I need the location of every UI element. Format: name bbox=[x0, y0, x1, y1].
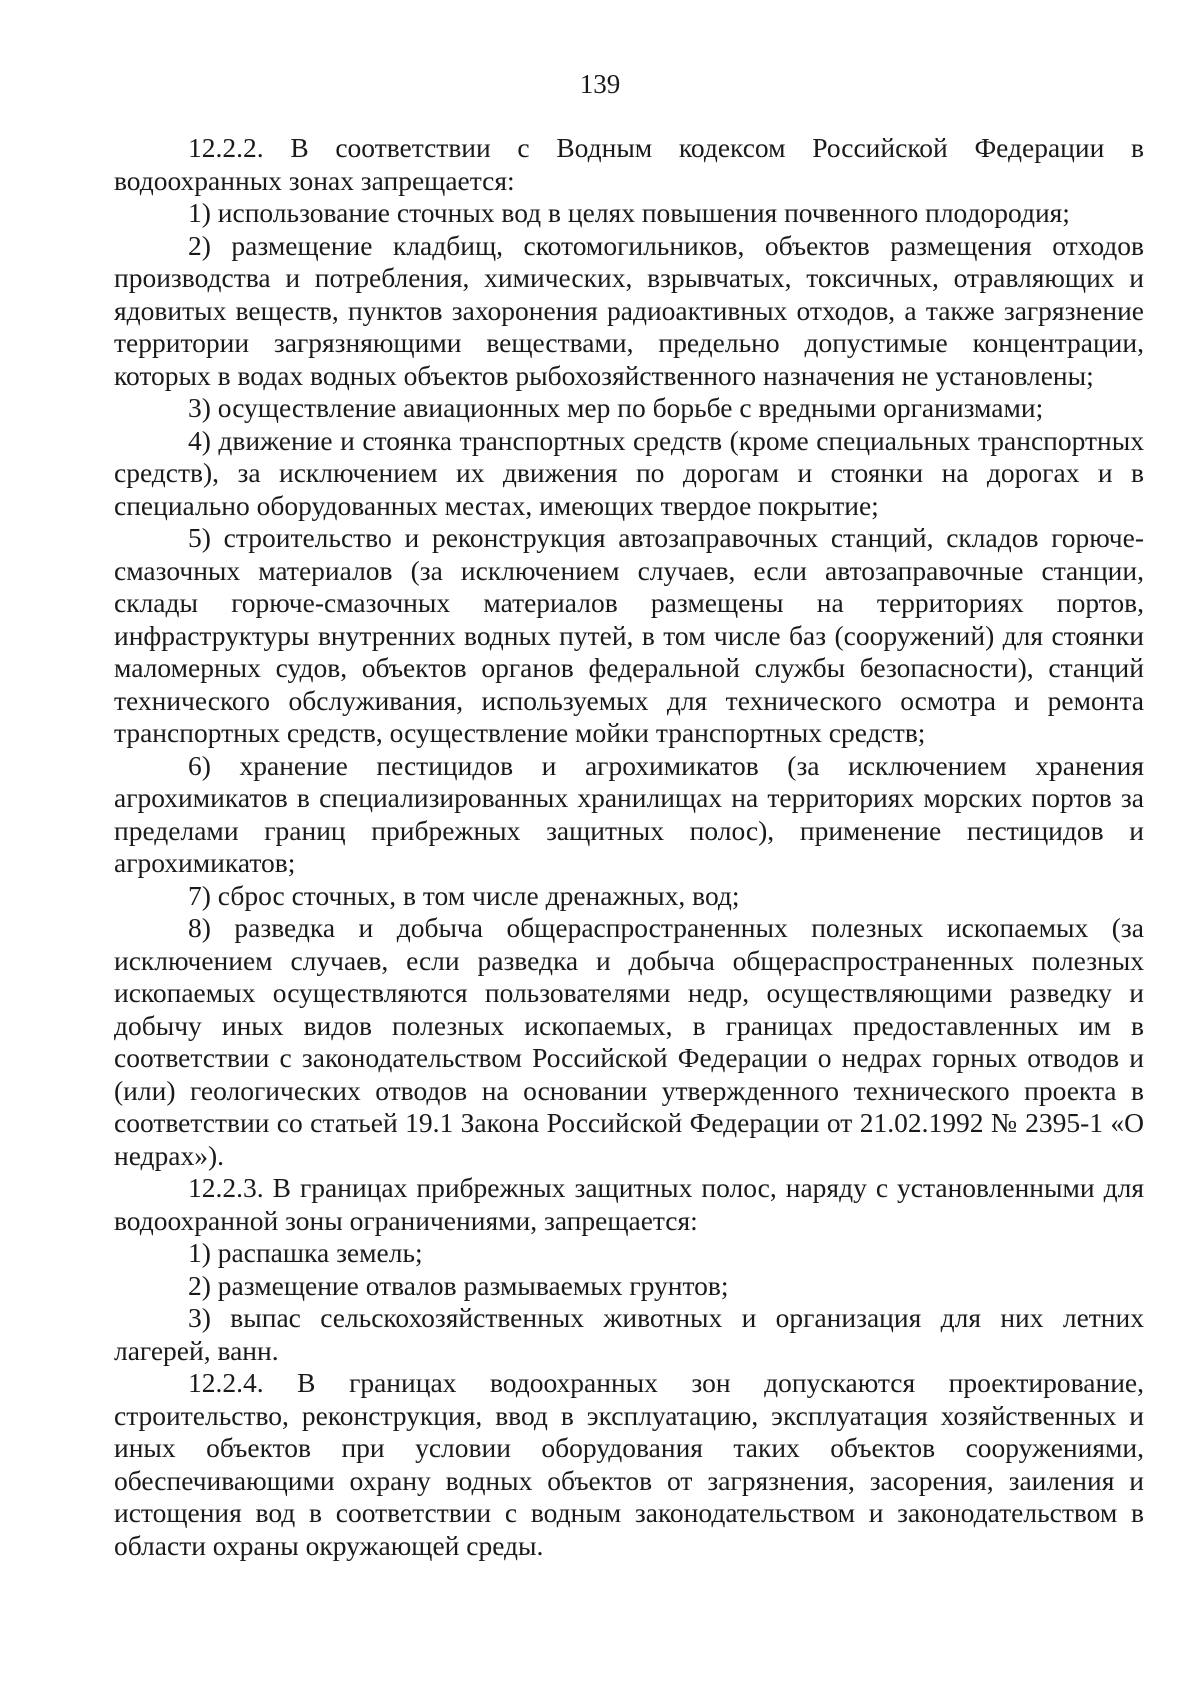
list-item: 2) размещение кладбищ, скотомогильников, объектов размещения отходов производства и потребления, химических, взрывчатых, токсичных, отравляющих и ядовитых веществ, пунктов захоронения радиоактивных отходов, а также загрязнение территории загрязняющими веществами, предельно допустимые концентрации, которых в водах водных объектов рыбохозяйственного назначения не установлены; bbox=[114, 229, 1144, 391]
list-item: 6) хранение пестицидов и агрохимикатов (за исключением хранения агрохимикатов в специализированных хранилищах на территориях морских портов за пределами границ прибрежных защитных полос), применение пестицидов и агрохимикатов; bbox=[114, 749, 1144, 878]
list-item: 1) распашка земель; bbox=[188, 1237, 423, 1268]
paragraph-12-2-3: 12.2.3. В границах прибрежных защитных полос, наряду с установленными для водоохранной зоны ограничениями, запрещается: bbox=[114, 1172, 1144, 1236]
list-item: 3) выпас сельскохозяйственных животных и организация для них летних лагерей, ванн. bbox=[114, 1302, 1144, 1366]
list-item: 8) разведка и добыча общераспространенных полезных ископаемых (за исключением случаев, если разведка и добыча общераспространенных полезных ископаемых осуществляются пользователями недр, осуществляющими разведку и добычу иных видов полезных ископаемых, в границах предоставленных им в соответствии с законодательством Российской Федерации о недрах горных отводов и (или) геологических отводов на основании утвержденного технического проекта в соответствии со статьей 19.1 Закона Российской Федерации от 21.02.1992 № 2395-1 «О недрах»). bbox=[114, 912, 1144, 1171]
document-body bbox=[114, 132, 1144, 1562]
list-item: 5) строительство и реконструкция автозаправочных станций, складов горюче-смазочных материалов (за исключением случаев, если автозаправочные станции, склады горюче-смазочных материалов размещены на территориях портов, инфраструктуры внутренних водных путей, в том числе баз (сооружений) для стоянки маломерных судов, объектов органов федеральной службы безопасности), станций технического обслуживания, используемых для технического осмотра и ремонта транспортных средств, осуществление мойки транспортных средств; bbox=[114, 522, 1144, 748]
paragraph-12-2-4: 12.2.4. В границах водоохранных зон допускаются проектирование, строительство, реконструкция, ввод в эксплуатацию, эксплуатация хозяйственных и иных объектов при условии оборудования таких объектов сооружениями, обеспечивающими охрану водных объектов от загрязнения, засорения, заиления и истощения вод в соответствии с водным законодательством и законодательством в области охраны окружающей среды. bbox=[114, 1367, 1144, 1561]
list-item: 7) сброс сточных, в том числе дренажных, вод; bbox=[188, 879, 740, 911]
list-item: 3) осуществление авиационных мер по борьбе с вредными организмами; bbox=[188, 392, 1044, 423]
list-item: 2) размещение отвалов размываемых грунтов; bbox=[188, 1269, 729, 1301]
paragraph-12-2-2: 12.2.2. В соответствии с Водным кодексом Российской Федерации в водоохранных зонах запрещается: bbox=[114, 132, 1144, 196]
list-item: 1) использование сточных вод в целях повышения почвенного плодородия; bbox=[188, 197, 1070, 228]
page-number: 139 bbox=[579, 69, 621, 99]
list-item: 4) движение и стоянка транспортных средств (кроме специальных транспортных средств), за исключением их движения по дорогам и стоянки на дорогах и в специально оборудованных местах, имеющих твердое покрытие; bbox=[114, 424, 1144, 521]
